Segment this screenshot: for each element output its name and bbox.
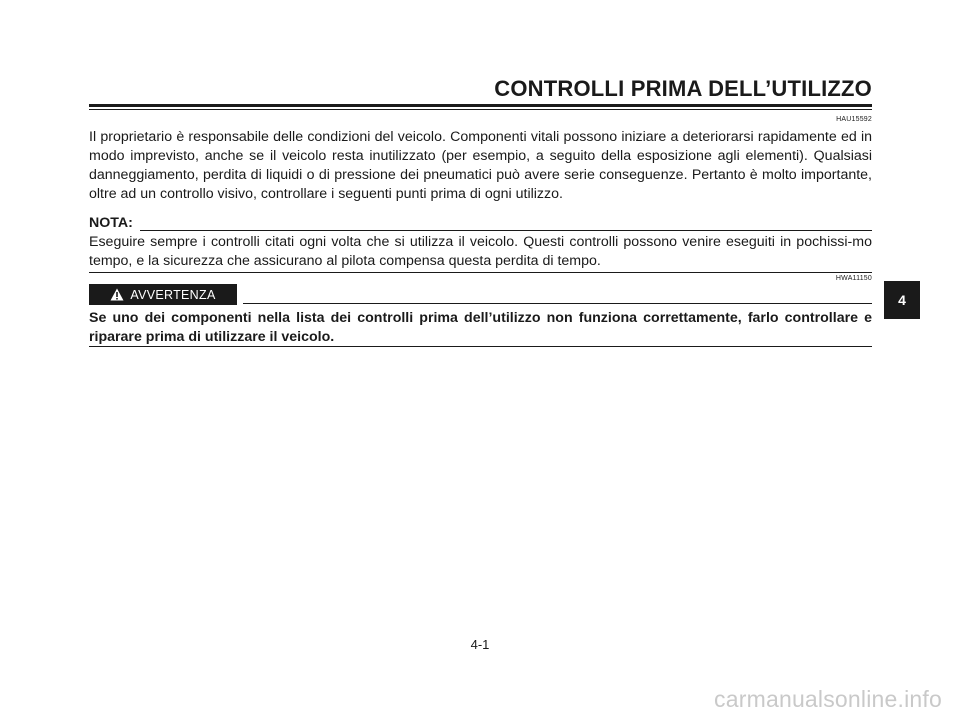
warning-end-rule [89, 346, 872, 347]
intro-code: HAU15592 [836, 116, 872, 123]
note-end-rule [89, 272, 872, 273]
page-title: CONTROLLI PRIMA DELL’UTILIZZO [494, 76, 872, 101]
note-label: NOTA: [89, 215, 133, 231]
note-rule [140, 230, 872, 231]
warning-badge-label: AVVERTENZA [130, 287, 216, 302]
warning-rule [243, 303, 872, 304]
intro-paragraph: Il proprietario è responsabile delle condizioni del veicolo. Componenti vitali possono iniziare a deteriorarsi rapidamente ed in modo imprevisto, anche se il veicolo resta inutilizzato (per esempio, a seguito della esposizione agli elementi). Qualsiasi danneggiamento, perdita di liquidi o di pressione dei pneumatici può avere serie conseguenze. Pertanto è molto importante, oltre ad un controllo visivo, controllare i seguenti punti prima di ogni utilizzo. [89, 129, 872, 202]
title-rule-thin [89, 109, 872, 110]
title-rule-thick [89, 104, 872, 107]
chapter-tab: 4 [884, 281, 920, 319]
warning-triangle-icon [110, 288, 124, 301]
watermark: carmanualsonline.info [714, 686, 942, 712]
note-paragraph: Eseguire sempre i controlli citati ogni volta che si utilizza il veicolo. Questi controlli possono venire eseguiti in pochissi-mo tempo, e la sicurezza che assicurano al pilota compensa questa perdita di tempo. [89, 234, 872, 269]
page-number: 4-1 [470, 637, 490, 652]
warning-code: HWA11150 [835, 275, 872, 282]
warning-paragraph: Se uno dei componenti nella lista dei controlli prima dell’utilizzo non funziona correttamente, farlo controllare e riparare prima di utilizzare il veicolo. [89, 310, 872, 345]
warning-badge [89, 284, 237, 305]
